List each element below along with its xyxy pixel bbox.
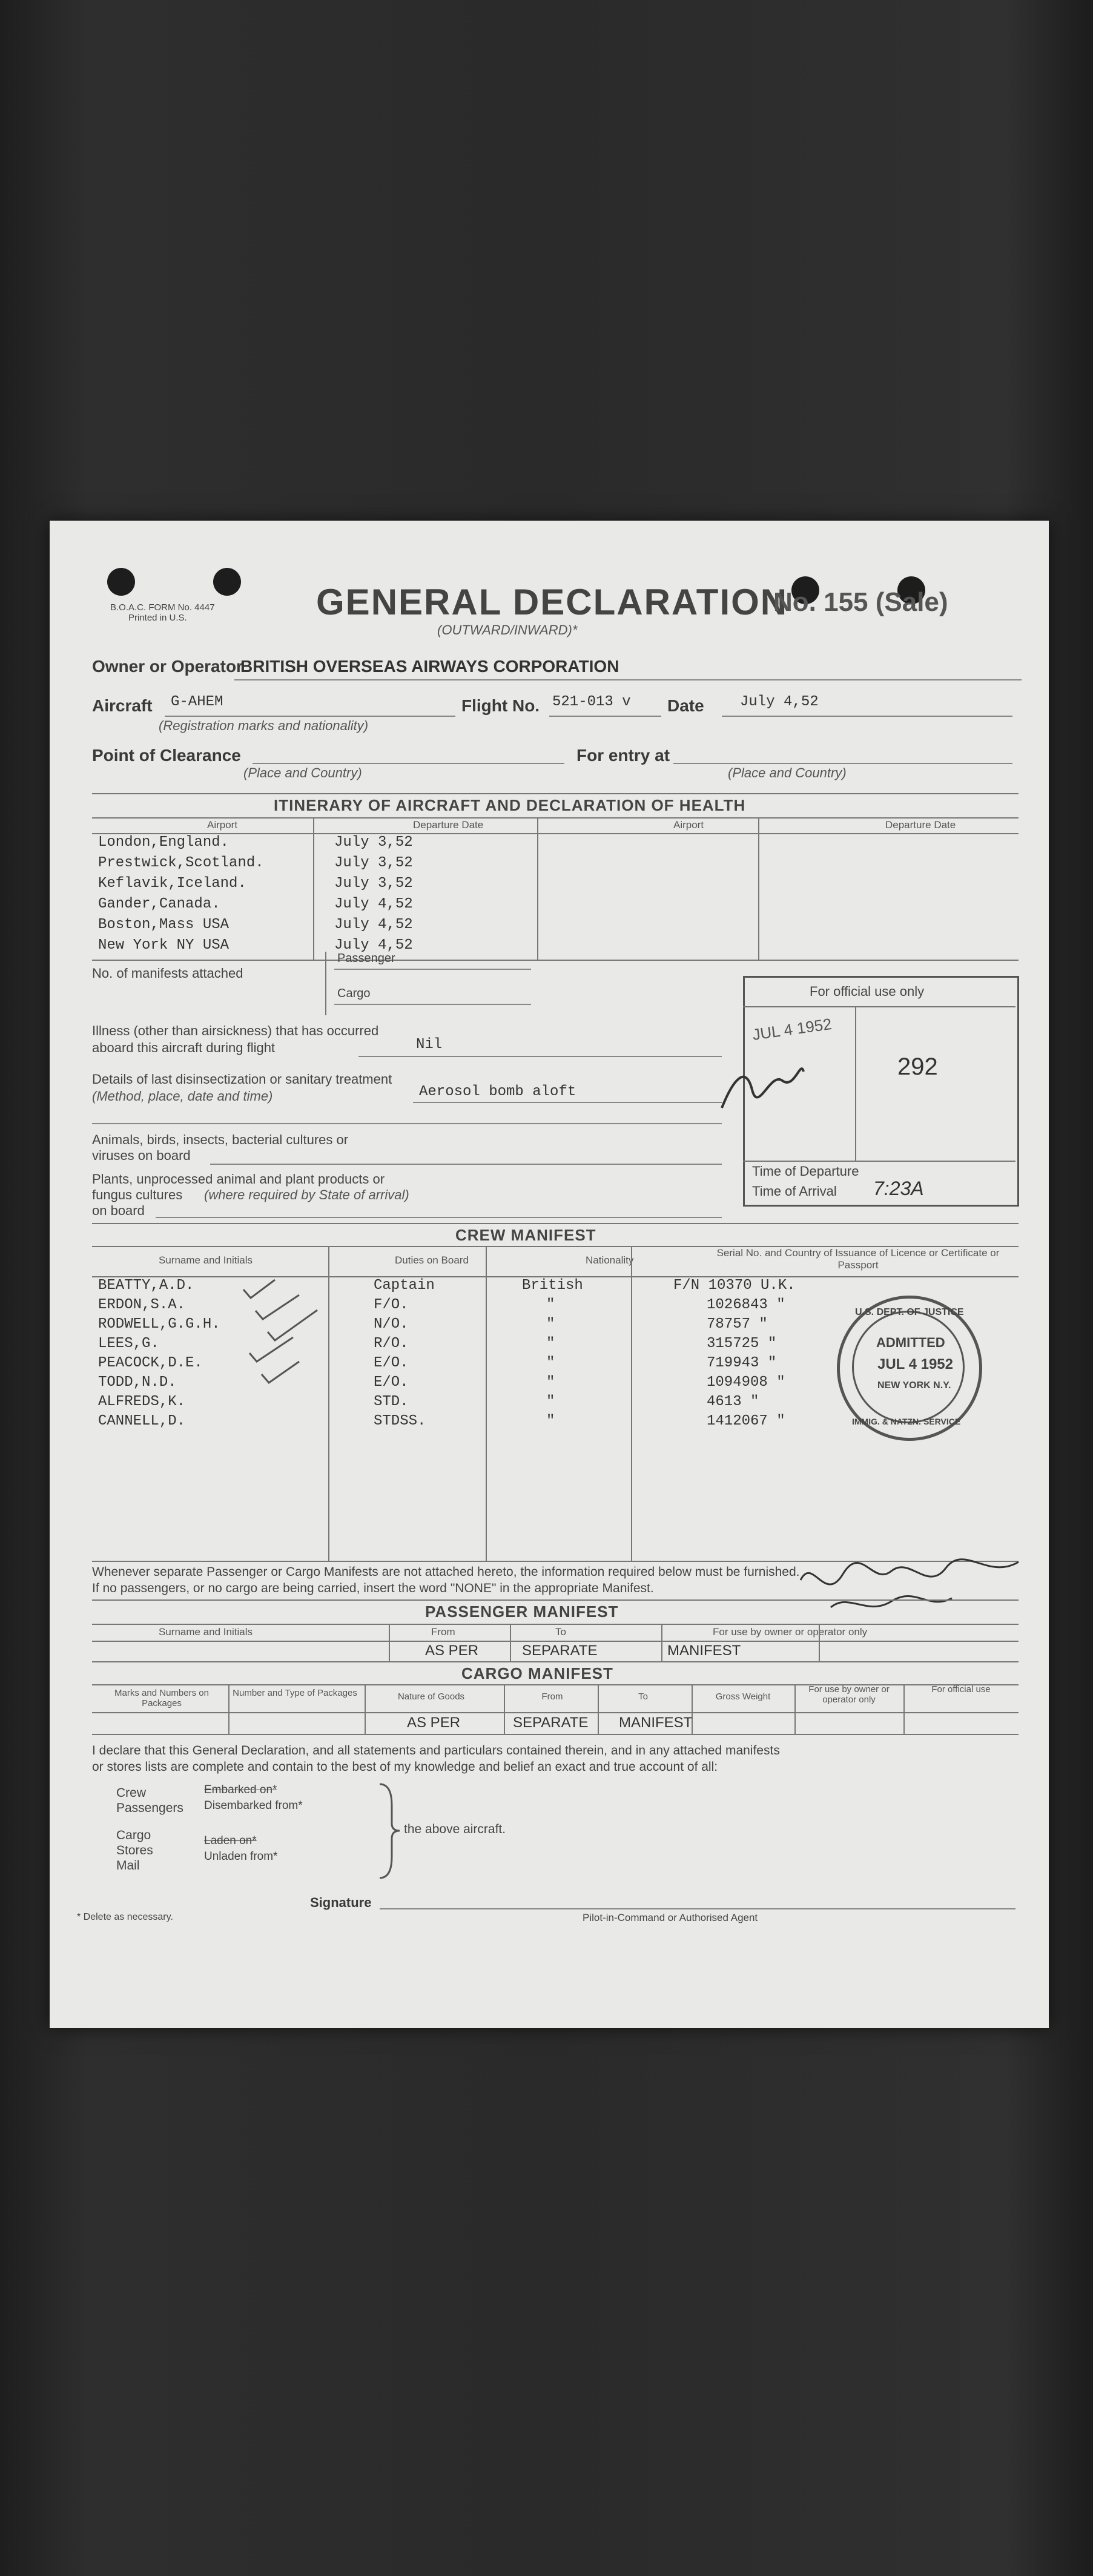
manifest-note-2: If no passengers, or no cargo are being carried, insert the word "NONE" in the appropriate Manifest. [92,1581,654,1595]
crew-header-nationality: Nationality [586,1254,634,1266]
itinerary-airport: Gander,Canada. [98,896,220,912]
cargo-separate: SEPARATE [513,1715,589,1731]
plants-label-2: fungus cultures [92,1187,183,1202]
owner-value: BRITISH OVERSEAS AIRWAYS CORPORATION [240,657,619,676]
itinerary-header-airport: Airport [207,819,238,831]
itinerary-date: July 4,52 [334,917,413,933]
crew-name: ERDON,S.A. [98,1297,186,1313]
itinerary-date: July 3,52 [334,875,413,892]
stores-word: Stores [116,1843,153,1857]
passenger-manifest-title: PASSENGER MANIFEST [425,1603,619,1621]
itinerary-header-date: Departure Date [413,819,484,831]
flight-label: Flight No. [461,696,540,715]
crew-nationality: " [546,1297,555,1313]
official-number: 292 [897,1053,938,1080]
passenger-header-from: From [431,1626,455,1638]
cargo-word: Cargo [116,1828,151,1842]
manifests-label: No. of manifests attached [92,966,243,981]
passenger-label: Passenger [337,952,395,965]
stamp-line: ADMITTED [876,1335,945,1350]
passenger-header-owner: For use by owner or operator only [713,1626,868,1638]
owner-label: Owner or Operator [92,657,243,676]
signature-hint: Pilot-in-Command or Authorised Agent [583,1912,758,1923]
crew-word: Crew [116,1786,147,1800]
crew-serial: 1412067 " [707,1413,785,1429]
subtitle: (OUTWARD/INWARD)* [437,622,578,637]
plants-hint: (where required by State of arrival) [204,1187,409,1202]
date-value: July 4,52 [740,694,819,710]
crew-name: LEES,G. [98,1336,159,1352]
crew-manifest-title: CREW MANIFEST [455,1226,596,1244]
itinerary-date: July 4,52 [334,937,413,954]
crew-duty: E/O. [374,1374,409,1391]
crew-nationality: " [546,1394,555,1410]
passenger-header-name: Surname and Initials [159,1626,253,1638]
crew-nationality: " [546,1316,555,1332]
crew-nationality: " [546,1413,555,1429]
punch-hole [107,568,135,596]
cargo-header-marks: Marks and Numbers on Packages [114,1688,209,1708]
cargo-header-owner: For use by owner or operator only [808,1684,890,1705]
itinerary-airport: New York NY USA [98,937,229,954]
crew-serial: 1094908 " [707,1374,785,1391]
crew-serial: F/N 10370 U.K. [673,1277,796,1294]
form-number: B.O.A.C. FORM No. 4447 [110,602,215,613]
animals-label-2: viruses on board [92,1148,191,1163]
handwritten-signature [794,1550,1025,1622]
laden-on: Laden on* [204,1834,257,1847]
illness-label: Illness (other than airsickness) that has occurred [92,1023,379,1038]
cargo-header-to: To [638,1692,648,1702]
stamp-line: NEW YORK N.Y. [877,1380,951,1391]
passengers-word: Passengers [116,1801,183,1815]
crew-serial: 4613 " [707,1394,759,1410]
crew-duty: R/O. [374,1336,409,1352]
crew-serial: 1026843 " [707,1297,785,1313]
manifest-note: Whenever separate Passenger or Cargo Manifests are not attached hereto, the information required below must be furnished. [92,1565,800,1579]
time-arrival-label: Time of Arrival [752,1184,837,1199]
date-label: Date [667,696,704,715]
declaration-form [50,521,1049,2028]
cargo-manifest-title: CARGO MANIFEST [461,1664,613,1682]
passenger-separate: SEPARATE [522,1642,598,1659]
crew-nationality: " [546,1374,555,1391]
page-title: GENERAL DECLARATION [316,582,788,622]
cargo-as-per: AS PER [407,1715,461,1731]
declaration-text-2: or stores lists are complete and contain to the best of my knowledge and belief an exact and true account of all: [92,1760,718,1774]
itinerary-airport: London,England. [98,834,229,851]
cargo-label: Cargo [337,987,371,1000]
cargo-header-official: For official use [931,1684,991,1695]
crew-header-duty: Duties on Board [395,1254,469,1266]
official-stamp-date: JUL 4 1952 [751,1014,833,1044]
disinsect-label: Details of last disinsectization or sanitary treatment [92,1072,392,1087]
stamp-line: JUL 4 1952 [877,1356,953,1372]
itinerary-header-airport-2: Airport [673,819,704,831]
delete-note: * Delete as necessary. [77,1912,173,1922]
illness-value: Nil [416,1036,443,1053]
cargo-header-weight: Gross Weight [715,1692,771,1702]
illness-label-2: aboard this aircraft during flight [92,1040,276,1055]
official-use-label: For official use only [810,984,925,999]
itinerary-airport: Boston,Mass USA [98,917,229,933]
flight-value: 521-013 v [552,694,631,710]
disembarked-from: Disembarked from* [204,1799,303,1812]
itinerary-header-date-2: Departure Date [885,819,956,831]
crew-name: CANNELL,D. [98,1413,186,1429]
crew-name: ALFREDS,K. [98,1394,186,1410]
crew-duty: STDSS. [374,1413,426,1429]
clearance-hint: (Place and Country) [243,765,362,780]
punch-hole [213,568,241,596]
itinerary-date: July 3,52 [334,834,413,851]
itinerary-title: ITINERARY OF AIRCRAFT AND DECLARATION OF HEALTH [274,796,746,814]
time-departure-label: Time of Departure [752,1164,859,1179]
crew-serial: 315725 " [707,1336,777,1352]
declaration-number: No. 155 (Sale) [773,587,948,617]
itinerary-date: July 3,52 [334,855,413,871]
cargo-header-from: From [541,1692,563,1702]
crew-duty: N/O. [374,1316,409,1332]
above-aircraft: the above aircraft. [404,1822,506,1836]
crew-nationality: British [522,1277,583,1294]
crew-nationality: " [546,1336,555,1352]
crew-name: TODD,N.D. [98,1374,177,1391]
clearance-label: Point of Clearance [92,746,241,765]
itinerary-date: July 4,52 [334,896,413,912]
unladen-from: Unladen from* [204,1850,278,1863]
handwritten-check-marks [231,1277,389,1435]
passenger-manifest: MANIFEST [667,1642,741,1659]
aircraft-value: G-AHEM [171,694,223,710]
cargo-header-packages: Number and Type of Packages [233,1688,357,1698]
time-arrival-value: 7:23A [873,1178,924,1199]
embarked-on: Embarked on* [204,1784,277,1796]
stamp-line: U.S. DEPT. OF JUSTICE [855,1307,964,1317]
plants-label-3: on board [92,1203,145,1218]
plants-label: Plants, unprocessed animal and plant products or [92,1171,385,1187]
crew-duty: Captain [374,1277,435,1294]
passenger-as-per: AS PER [425,1642,479,1659]
brace [377,1781,401,1881]
mail-word: Mail [116,1859,140,1873]
crew-name: RODWELL,G.G.H. [98,1316,220,1332]
crew-serial: 78757 " [707,1316,768,1332]
itinerary-airport: Keflavik,Iceland. [98,875,246,892]
signature-label: Signature [310,1895,372,1910]
aircraft-label: Aircraft [92,696,153,715]
crew-name: BEATTY,A.D. [98,1277,194,1294]
crew-duty: F/O. [374,1297,409,1313]
handwritten-initials [710,1053,807,1120]
cargo-header-goods: Nature of Goods [397,1692,465,1702]
animals-label: Animals, birds, insects, bacterial cultures or [92,1132,349,1147]
entry-hint: (Place and Country) [728,765,847,780]
crew-duty: E/O. [374,1355,409,1371]
itinerary-airport: Prestwick,Scotland. [98,855,264,871]
entry-label: For entry at [576,746,670,765]
printed-in: Printed in U.S. [128,613,187,623]
declaration-text: I declare that this General Declaration, and all statements and particulars contained therein, and in any attached manifests [92,1744,780,1757]
disinsect-hint: (Method, place, date and time) [92,1089,273,1104]
cargo-manifest: MANIFEST [619,1715,693,1731]
crew-serial: 719943 " [707,1355,777,1371]
immigration-stamp [837,1296,982,1441]
crew-header-serial: Serial No. and Country of Issuance of Licence or Certificate or Passport [716,1247,1000,1271]
crew-header-name: Surname and Initials [159,1254,253,1266]
aircraft-hint: (Registration marks and nationality) [159,718,369,733]
crew-nationality: " [546,1355,555,1371]
passenger-header-to: To [555,1626,566,1638]
crew-name: PEACOCK,D.E. [98,1355,203,1371]
stamp-line: IMMIG. & NATZN. SERVICE [852,1417,961,1426]
disinsect-value: Aerosol bomb aloft [419,1084,576,1100]
crew-duty: STD. [374,1394,409,1410]
